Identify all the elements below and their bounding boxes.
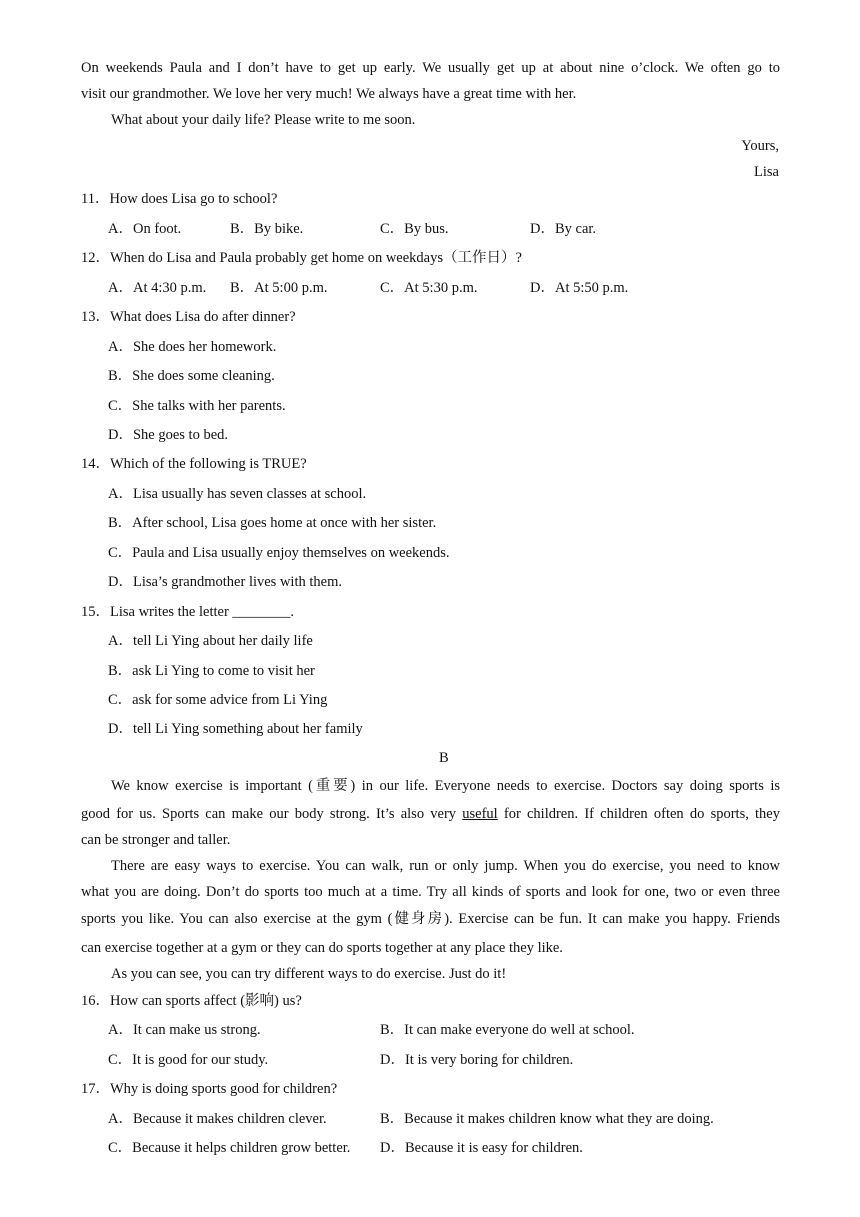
question-number: 12． [81,250,110,266]
option-d: D．Because it is easy for children. [380,1140,583,1156]
option-b: B．At 5:00 p.m. [230,280,328,296]
passage-a-line: visit our grandmother. We love her very much! We always have a great time with her. [81,86,577,102]
option-c: C．Paula and Lisa usually enjoy themselves on weekends. [108,545,450,561]
option-c: C．She talks with her parents. [108,398,286,414]
question-16 [81,992,302,1010]
passage-b-line: There are easy ways to exercise. You can walk, run or only jump. When you do exercise, you need to know [111,858,780,874]
option-d: D．She goes to bed. [108,427,229,443]
question-stem: Why is doing sports good for children? [110,1081,338,1097]
question-12 [81,249,522,267]
question-stem: When do Lisa and Paula probably get home on weekdays（工作日）? [110,250,522,266]
option-c: C．It is good for our study. [108,1052,269,1068]
passage-b-line: sports you like. You can also exercise at the gym (健身房). Exercise can be fun. It can make you happy. Friends [81,911,780,927]
passage-b-line: We know exercise is important (重要) in our life. Everyone needs to exercise. Doctors say doing sports is [111,778,780,794]
passage-b-line: As you can see, you can try different ways to do exercise. Just do it! [111,966,507,982]
question-stem: What does Lisa do after dinner? [110,309,296,325]
question-11 [81,190,277,208]
option-d: D．At 5:50 p.m. [530,280,629,296]
option-d: D．Lisa’s grandmother lives with them. [108,574,342,590]
question-stem: Which of the following is TRUE? [110,456,307,472]
option-b: B．She does some cleaning. [108,368,275,384]
question-stem: Lisa writes the letter ________. [110,604,295,620]
passage-b-line: can be stronger and taller. [81,832,231,848]
option-b: B．Because it makes children know what they are doing. [380,1111,714,1127]
question-stem: How can sports affect (影响) us? [110,993,302,1009]
text-run: good for us. Sports can make our body strong. It’s also very [81,806,463,822]
option-a: A．On foot. [108,221,182,237]
option-a: A．It can make us strong. [108,1022,261,1038]
option-c: C．By bus. [380,221,449,237]
option-c: C．At 5:30 p.m. [380,280,478,296]
question-number: 13． [81,309,110,325]
passage-b-line: can exercise together at a gym or they can do sports together at any place they like. [81,940,563,956]
question-number: 11． [81,191,110,207]
question-15 [81,603,294,621]
option-b: B．ask Li Ying to come to visit her [108,663,315,679]
question-14 [81,455,307,473]
option-b: B．After school, Lisa goes home at once with her sister. [108,515,437,531]
option-a: A．She does her homework. [108,339,277,355]
question-17 [81,1080,337,1098]
option-b: B．By bike. [230,221,304,237]
passage-b-line [81,805,780,823]
option-d: D．By car. [530,221,597,237]
passage-a-line: On weekends Paula and I don’t have to get up early. We usually get up at about nine o’clock. We often go to [81,60,780,76]
letter-signature: Lisa [754,164,779,180]
question-13 [81,308,296,326]
question-number: 16． [81,993,110,1009]
letter-closing: Yours, [741,138,779,154]
question-number: 14． [81,456,110,472]
underlined-word: useful [462,806,498,822]
option-d: D．tell Li Ying something about her family [108,721,363,737]
question-stem: How does Lisa go to school? [109,191,278,207]
option-b: B．It can make everyone do well at school. [380,1022,635,1038]
option-a: A．At 4:30 p.m. [108,280,207,296]
passage-a-line: What about your daily life? Please write to me soon. [111,112,416,128]
option-d: D．It is very boring for children. [380,1052,574,1068]
question-number: 15． [81,604,110,620]
option-c: C．Because it helps children grow better. [108,1140,351,1156]
question-number: 17． [81,1081,110,1097]
option-a: A．Lisa usually has seven classes at school. [108,486,367,502]
text-run: for children. If children often do sports, they [497,806,780,822]
passage-b-line: what you are doing. Don’t do sports too much at a time. Try all kinds of sports and look for one, two or even three [81,884,780,900]
section-heading: B [439,750,449,766]
option-a: A．Because it makes children clever. [108,1111,327,1127]
option-a: A．tell Li Ying about her daily life [108,633,313,649]
option-c: C．ask for some advice from Li Ying [108,692,328,708]
